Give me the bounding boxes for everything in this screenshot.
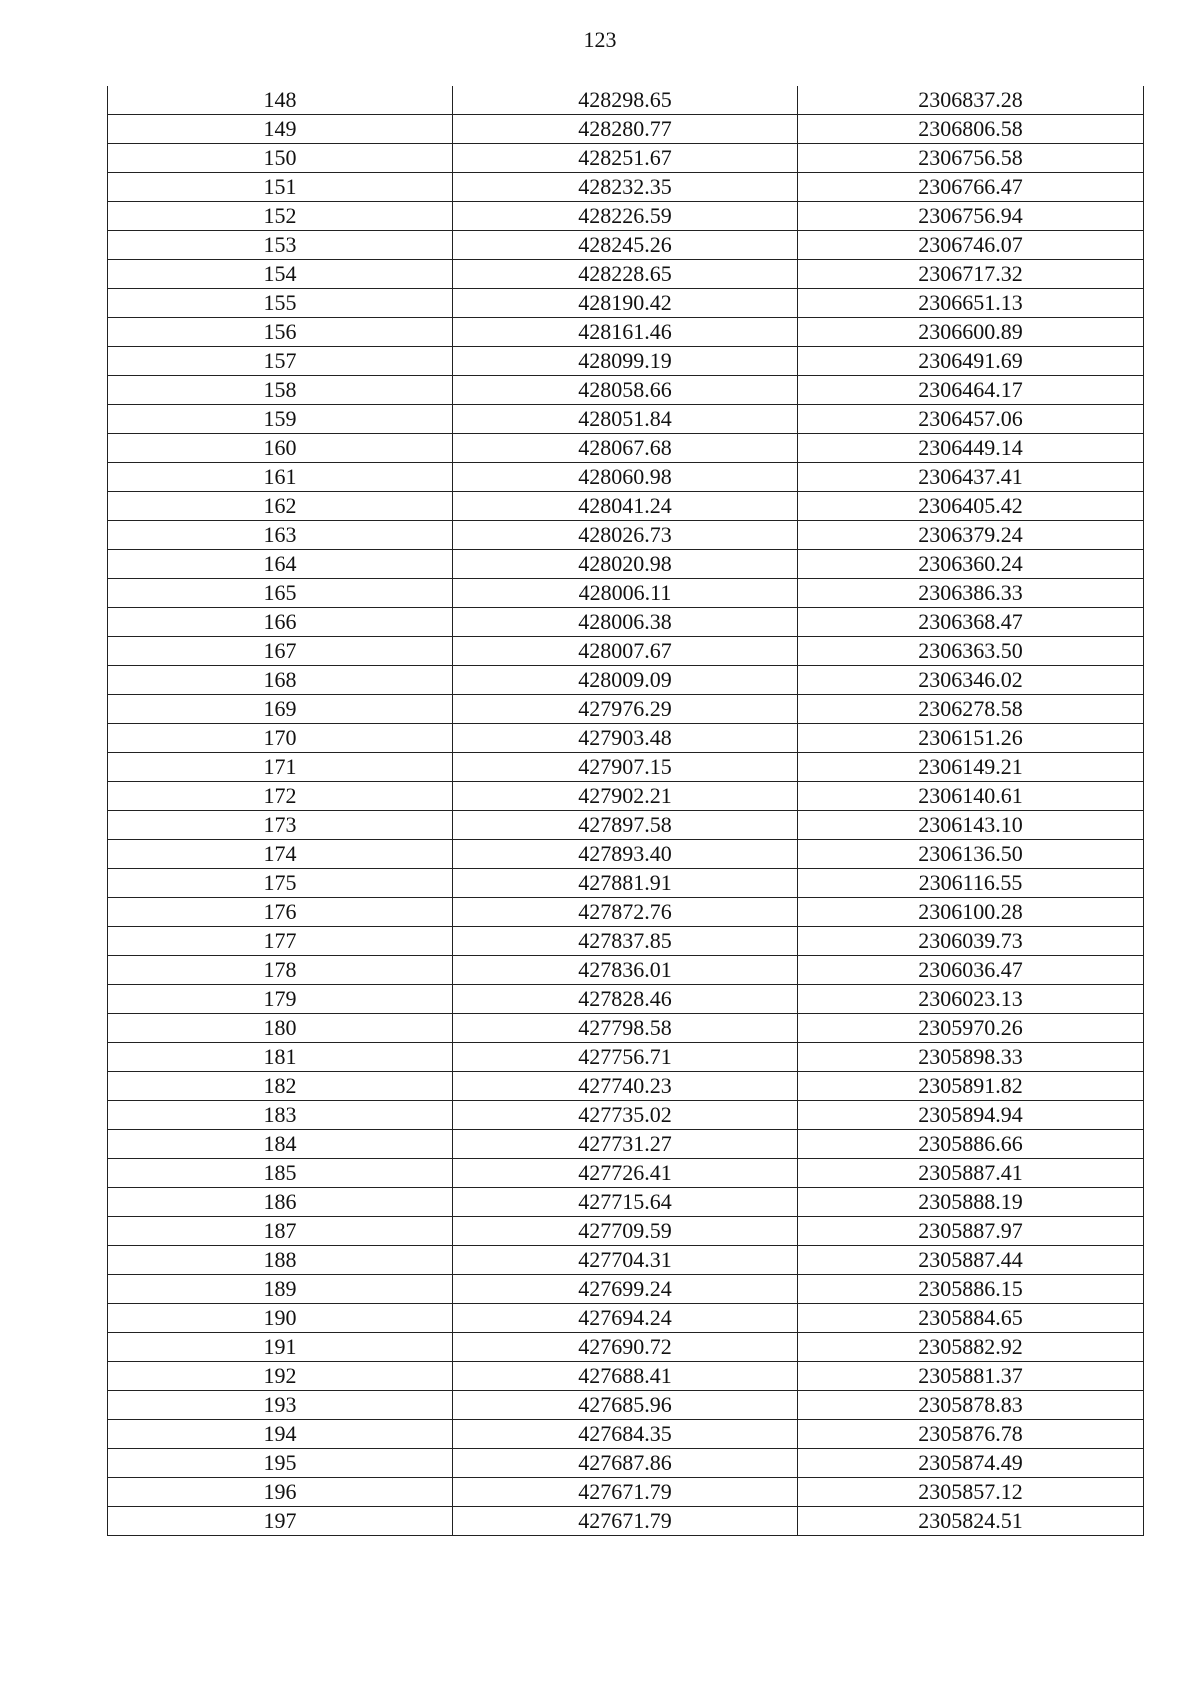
point-number-cell: 181 — [108, 1043, 453, 1072]
y-coordinate-cell: 2305886.15 — [798, 1275, 1144, 1304]
y-coordinate-cell: 2306464.17 — [798, 376, 1144, 405]
y-coordinate-cell: 2305970.26 — [798, 1014, 1144, 1043]
x-coordinate-cell: 427907.15 — [453, 753, 798, 782]
y-coordinate-cell: 2306036.47 — [798, 956, 1144, 985]
y-coordinate-cell: 2306100.28 — [798, 898, 1144, 927]
point-number-cell: 185 — [108, 1159, 453, 1188]
point-number-cell: 152 — [108, 202, 453, 231]
table-row — [108, 376, 1144, 405]
table-row — [108, 637, 1144, 666]
point-number-cell: 167 — [108, 637, 453, 666]
point-number-cell: 164 — [108, 550, 453, 579]
x-coordinate-cell: 427709.59 — [453, 1217, 798, 1246]
table-row — [108, 1246, 1144, 1275]
x-coordinate-cell: 428161.46 — [453, 318, 798, 347]
x-coordinate-cell: 427881.91 — [453, 869, 798, 898]
table-row — [108, 1478, 1144, 1507]
point-number-cell: 187 — [108, 1217, 453, 1246]
x-coordinate-cell: 427690.72 — [453, 1333, 798, 1362]
point-number-cell: 194 — [108, 1420, 453, 1449]
y-coordinate-cell: 2306766.47 — [798, 173, 1144, 202]
y-coordinate-cell: 2306717.32 — [798, 260, 1144, 289]
table-row — [108, 1275, 1144, 1304]
y-coordinate-cell: 2306756.58 — [798, 144, 1144, 173]
table-row — [108, 289, 1144, 318]
table-row — [108, 840, 1144, 869]
y-coordinate-cell: 2306379.24 — [798, 521, 1144, 550]
y-coordinate-cell: 2305898.33 — [798, 1043, 1144, 1072]
y-coordinate-cell: 2305874.49 — [798, 1449, 1144, 1478]
table-row — [108, 811, 1144, 840]
table-row — [108, 231, 1144, 260]
y-coordinate-cell: 2306491.69 — [798, 347, 1144, 376]
x-coordinate-cell: 427671.79 — [453, 1507, 798, 1536]
x-coordinate-cell: 427685.96 — [453, 1391, 798, 1420]
y-coordinate-cell: 2306437.41 — [798, 463, 1144, 492]
table-row — [108, 463, 1144, 492]
x-coordinate-cell: 427694.24 — [453, 1304, 798, 1333]
table-row — [108, 956, 1144, 985]
table-row — [108, 927, 1144, 956]
y-coordinate-cell: 2305882.92 — [798, 1333, 1144, 1362]
table-row — [108, 608, 1144, 637]
table-row — [108, 1449, 1144, 1478]
point-number-cell: 166 — [108, 608, 453, 637]
x-coordinate-cell: 427715.64 — [453, 1188, 798, 1217]
x-coordinate-cell: 427798.58 — [453, 1014, 798, 1043]
point-number-cell: 174 — [108, 840, 453, 869]
table-row — [108, 1043, 1144, 1072]
y-coordinate-cell: 2306746.07 — [798, 231, 1144, 260]
table-row — [108, 202, 1144, 231]
point-number-cell: 150 — [108, 144, 453, 173]
point-number-cell: 163 — [108, 521, 453, 550]
point-number-cell: 189 — [108, 1275, 453, 1304]
point-number-cell: 165 — [108, 579, 453, 608]
x-coordinate-cell: 427688.41 — [453, 1362, 798, 1391]
point-number-cell: 158 — [108, 376, 453, 405]
table-row — [108, 521, 1144, 550]
table-row — [108, 1217, 1144, 1246]
point-number-cell: 190 — [108, 1304, 453, 1333]
table-row — [108, 869, 1144, 898]
y-coordinate-cell: 2306039.73 — [798, 927, 1144, 956]
table-row — [108, 1101, 1144, 1130]
y-coordinate-cell: 2306651.13 — [798, 289, 1144, 318]
y-coordinate-cell: 2305891.82 — [798, 1072, 1144, 1101]
table-row — [108, 405, 1144, 434]
x-coordinate-cell: 427740.23 — [453, 1072, 798, 1101]
y-coordinate-cell: 2306457.06 — [798, 405, 1144, 434]
point-number-cell: 160 — [108, 434, 453, 463]
y-coordinate-cell: 2306151.26 — [798, 724, 1144, 753]
table-row — [108, 1333, 1144, 1362]
table-row — [108, 1304, 1144, 1333]
x-coordinate-cell: 428058.66 — [453, 376, 798, 405]
table-row — [108, 666, 1144, 695]
point-number-cell: 177 — [108, 927, 453, 956]
point-number-cell: 149 — [108, 115, 453, 144]
y-coordinate-cell: 2306149.21 — [798, 753, 1144, 782]
point-number-cell: 170 — [108, 724, 453, 753]
x-coordinate-cell: 428226.59 — [453, 202, 798, 231]
point-number-cell: 180 — [108, 1014, 453, 1043]
x-coordinate-cell: 427687.86 — [453, 1449, 798, 1478]
x-coordinate-cell: 428006.11 — [453, 579, 798, 608]
point-number-cell: 171 — [108, 753, 453, 782]
x-coordinate-cell: 428026.73 — [453, 521, 798, 550]
y-coordinate-cell: 2305857.12 — [798, 1478, 1144, 1507]
point-number-cell: 176 — [108, 898, 453, 927]
x-coordinate-cell: 427731.27 — [453, 1130, 798, 1159]
x-coordinate-cell: 428298.65 — [453, 86, 798, 115]
point-number-cell: 161 — [108, 463, 453, 492]
point-number-cell: 168 — [108, 666, 453, 695]
y-coordinate-cell: 2306346.02 — [798, 666, 1144, 695]
point-number-cell: 151 — [108, 173, 453, 202]
table-row — [108, 695, 1144, 724]
x-coordinate-cell: 428007.67 — [453, 637, 798, 666]
y-coordinate-cell: 2305887.44 — [798, 1246, 1144, 1275]
table-row — [108, 1188, 1144, 1217]
x-coordinate-cell: 427903.48 — [453, 724, 798, 753]
point-number-cell: 172 — [108, 782, 453, 811]
x-coordinate-cell: 427756.71 — [453, 1043, 798, 1072]
table-row — [108, 260, 1144, 289]
table-row — [108, 492, 1144, 521]
x-coordinate-cell: 428020.98 — [453, 550, 798, 579]
table-row — [108, 86, 1144, 115]
table-row — [108, 115, 1144, 144]
y-coordinate-cell: 2306363.50 — [798, 637, 1144, 666]
x-coordinate-cell: 427893.40 — [453, 840, 798, 869]
coordinates-table-body — [108, 86, 1144, 1536]
point-number-cell: 157 — [108, 347, 453, 376]
x-coordinate-cell: 427976.29 — [453, 695, 798, 724]
y-coordinate-cell: 2306360.24 — [798, 550, 1144, 579]
x-coordinate-cell: 428051.84 — [453, 405, 798, 434]
y-coordinate-cell: 2306143.10 — [798, 811, 1144, 840]
point-number-cell: 193 — [108, 1391, 453, 1420]
point-number-cell: 178 — [108, 956, 453, 985]
point-number-cell: 169 — [108, 695, 453, 724]
table-row — [108, 753, 1144, 782]
y-coordinate-cell: 2306405.42 — [798, 492, 1144, 521]
x-coordinate-cell: 428060.98 — [453, 463, 798, 492]
point-number-cell: 195 — [108, 1449, 453, 1478]
point-number-cell: 153 — [108, 231, 453, 260]
x-coordinate-cell: 428228.65 — [453, 260, 798, 289]
table-row — [108, 579, 1144, 608]
point-number-cell: 188 — [108, 1246, 453, 1275]
x-coordinate-cell: 427897.58 — [453, 811, 798, 840]
point-number-cell: 154 — [108, 260, 453, 289]
x-coordinate-cell: 427837.85 — [453, 927, 798, 956]
y-coordinate-cell: 2306386.33 — [798, 579, 1144, 608]
y-coordinate-cell: 2305886.66 — [798, 1130, 1144, 1159]
x-coordinate-cell: 427699.24 — [453, 1275, 798, 1304]
y-coordinate-cell: 2305888.19 — [798, 1188, 1144, 1217]
y-coordinate-cell: 2305894.94 — [798, 1101, 1144, 1130]
y-coordinate-cell: 2305878.83 — [798, 1391, 1144, 1420]
point-number-cell: 175 — [108, 869, 453, 898]
point-number-cell: 186 — [108, 1188, 453, 1217]
point-number-cell: 159 — [108, 405, 453, 434]
x-coordinate-cell: 428251.67 — [453, 144, 798, 173]
table-row — [108, 550, 1144, 579]
x-coordinate-cell: 427726.41 — [453, 1159, 798, 1188]
table-row — [108, 1072, 1144, 1101]
table-row — [108, 1507, 1144, 1536]
point-number-cell: 155 — [108, 289, 453, 318]
point-number-cell: 183 — [108, 1101, 453, 1130]
y-coordinate-cell: 2306368.47 — [798, 608, 1144, 637]
table-row — [108, 782, 1144, 811]
table-row — [108, 347, 1144, 376]
table-row — [108, 985, 1144, 1014]
point-number-cell: 173 — [108, 811, 453, 840]
y-coordinate-cell: 2305887.41 — [798, 1159, 1144, 1188]
y-coordinate-cell: 2306023.13 — [798, 985, 1144, 1014]
y-coordinate-cell: 2305881.37 — [798, 1362, 1144, 1391]
table-row — [108, 434, 1144, 463]
table-row — [108, 173, 1144, 202]
table-row — [108, 1391, 1144, 1420]
point-number-cell: 179 — [108, 985, 453, 1014]
table-row — [108, 1130, 1144, 1159]
coordinates-table — [107, 86, 1144, 1536]
x-coordinate-cell: 427684.35 — [453, 1420, 798, 1449]
point-number-cell: 162 — [108, 492, 453, 521]
page-number: 123 — [583, 27, 617, 52]
x-coordinate-cell: 428041.24 — [453, 492, 798, 521]
table-row — [108, 1014, 1144, 1043]
x-coordinate-cell: 428067.68 — [453, 434, 798, 463]
x-coordinate-cell: 427836.01 — [453, 956, 798, 985]
y-coordinate-cell: 2306756.94 — [798, 202, 1144, 231]
y-coordinate-cell: 2305884.65 — [798, 1304, 1144, 1333]
y-coordinate-cell: 2306278.58 — [798, 695, 1144, 724]
point-number-cell: 156 — [108, 318, 453, 347]
table-row — [108, 144, 1144, 173]
point-number-cell: 192 — [108, 1362, 453, 1391]
table-row — [108, 318, 1144, 347]
table-row — [108, 1420, 1144, 1449]
x-coordinate-cell: 428280.77 — [453, 115, 798, 144]
point-number-cell: 191 — [108, 1333, 453, 1362]
x-coordinate-cell: 428099.19 — [453, 347, 798, 376]
x-coordinate-cell: 427735.02 — [453, 1101, 798, 1130]
x-coordinate-cell: 428006.38 — [453, 608, 798, 637]
point-number-cell: 184 — [108, 1130, 453, 1159]
y-coordinate-cell: 2305824.51 — [798, 1507, 1144, 1536]
point-number-cell: 182 — [108, 1072, 453, 1101]
point-number-cell: 196 — [108, 1478, 453, 1507]
x-coordinate-cell: 427704.31 — [453, 1246, 798, 1275]
x-coordinate-cell: 428245.26 — [453, 231, 798, 260]
y-coordinate-cell: 2306140.61 — [798, 782, 1144, 811]
x-coordinate-cell: 427872.76 — [453, 898, 798, 927]
table-row — [108, 1362, 1144, 1391]
table-row — [108, 898, 1144, 927]
y-coordinate-cell: 2305887.97 — [798, 1217, 1144, 1246]
y-coordinate-cell: 2306116.55 — [798, 869, 1144, 898]
y-coordinate-cell: 2306600.89 — [798, 318, 1144, 347]
point-number-cell: 197 — [108, 1507, 453, 1536]
x-coordinate-cell: 427828.46 — [453, 985, 798, 1014]
y-coordinate-cell: 2306449.14 — [798, 434, 1144, 463]
x-coordinate-cell: 427902.21 — [453, 782, 798, 811]
x-coordinate-cell: 428190.42 — [453, 289, 798, 318]
table-row — [108, 1159, 1144, 1188]
x-coordinate-cell: 427671.79 — [453, 1478, 798, 1507]
point-number-cell: 148 — [108, 86, 453, 115]
y-coordinate-cell: 2306837.28 — [798, 86, 1144, 115]
x-coordinate-cell: 428009.09 — [453, 666, 798, 695]
y-coordinate-cell: 2305876.78 — [798, 1420, 1144, 1449]
y-coordinate-cell: 2306136.50 — [798, 840, 1144, 869]
x-coordinate-cell: 428232.35 — [453, 173, 798, 202]
y-coordinate-cell: 2306806.58 — [798, 115, 1144, 144]
table-row — [108, 724, 1144, 753]
